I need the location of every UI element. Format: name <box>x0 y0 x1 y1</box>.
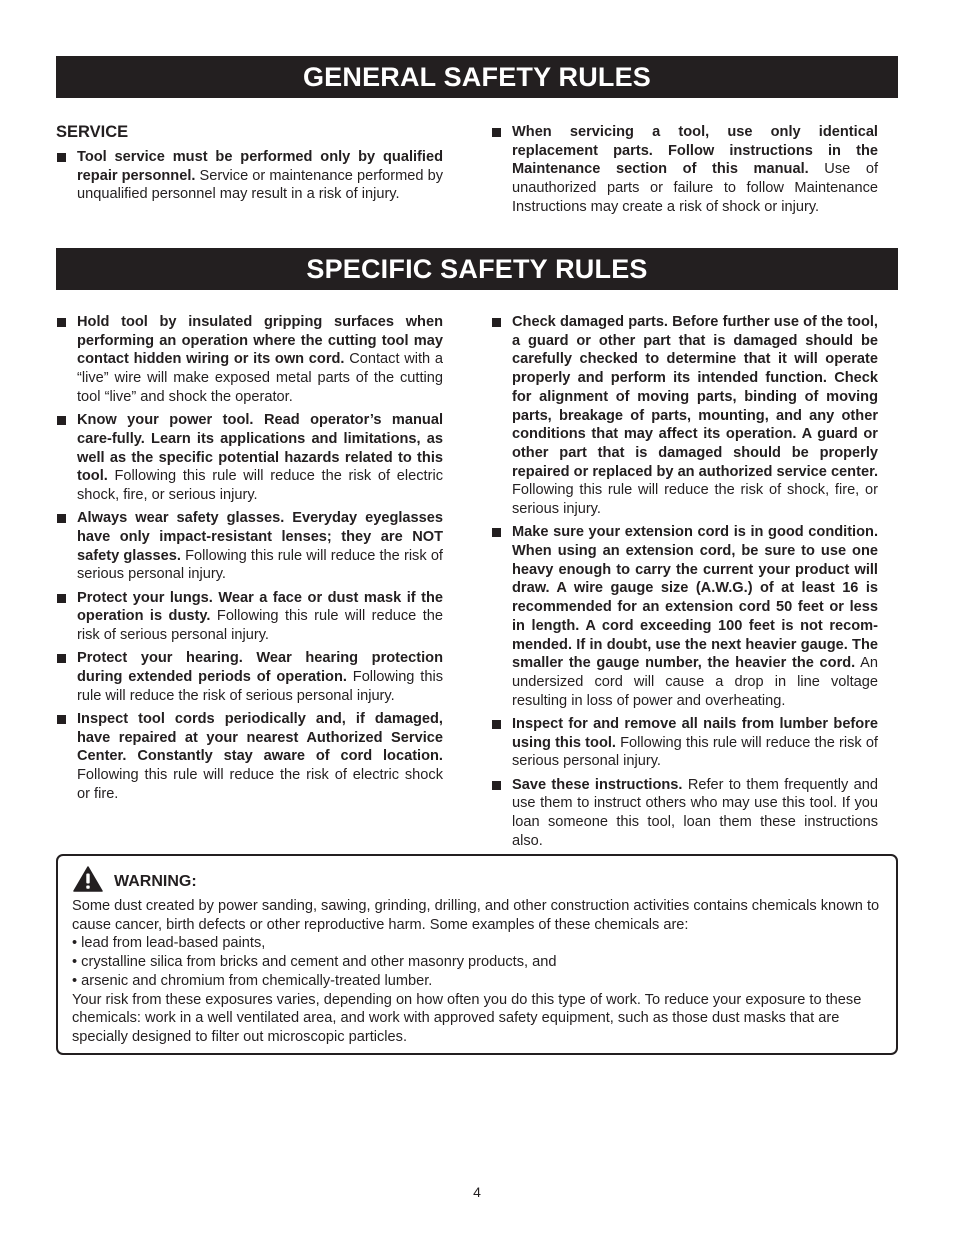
square-bullet-icon <box>57 416 66 425</box>
page-number: 4 <box>473 1184 481 1200</box>
service-heading: SERVICE <box>56 123 129 141</box>
service-list-continued <box>491 123 878 217</box>
service-list <box>56 148 443 204</box>
rule-text: Following this rule will reduce the risk of electric shock or fire. <box>77 767 443 802</box>
square-bullet-icon <box>57 594 66 603</box>
rule-text: Following this rule will reduce the risk of serious personal injury. <box>77 669 443 704</box>
list-item <box>56 710 443 804</box>
warning-bullet-item: • arsenic and chromium from chemically-treated lumber. <box>72 972 433 989</box>
rule-bold-text: Inspect tool cords periodically and, if damaged, have repaired at your nearest Authorized Service Center. Constantly stay aware of cord location. <box>77 711 443 765</box>
square-bullet-icon <box>57 153 66 162</box>
specific-safety-rules-banner: SPECIFIC SAFETY RULES <box>56 248 898 290</box>
square-bullet-icon <box>492 318 501 327</box>
square-bullet-icon <box>492 128 501 137</box>
warning-triangle-icon <box>73 866 103 892</box>
rule-bold-text: Always wear safety glasses. Everyday eyeglasses have only impact-resistant lenses; they are NOT safety glasses. <box>77 510 443 564</box>
square-bullet-icon <box>57 715 66 724</box>
list-item <box>491 715 878 771</box>
service-right-column <box>491 123 878 221</box>
rule-bold-text: Know your power tool. Read operator’s manual care-fully. Learn its applications and limitations, as well as the specific potential hazards related to this tool. <box>77 412 443 485</box>
warning-paragraph: Some dust created by power sanding, sawing, grinding, drilling, and other construction activities contains chemicals known to cause cancer, birth defects or other reproductive harm. Some examples of these chemicals are: <box>72 898 880 933</box>
rule-text: An undersized cord will cause a drop in line voltage resulting in loss of power and overheating. <box>512 655 878 709</box>
warning-body <box>72 897 888 1047</box>
specific-rules-right-list <box>491 313 878 850</box>
rule-bold-text: Hold tool by insulated gripping surfaces when performing an operation where the cutting tool may contact hidden wiring or its own cord. <box>77 314 443 368</box>
rule-bold-text: Protect your hearing. Wear hearing protection during extended periods of operation. <box>77 650 443 686</box>
rule-text: Following this rule will reduce the risk of serious personal injury. <box>512 734 878 770</box>
list-item <box>56 313 443 407</box>
specific-rules-left-column <box>56 313 443 808</box>
warning-bullet-item: • lead from lead-based paints, <box>72 935 266 952</box>
warning-box <box>56 854 898 1055</box>
rule-text: Use of unauthorized parts or failure to follow Maintenance Instructions may create a risk of shock or injury. <box>512 161 878 215</box>
square-bullet-icon <box>57 318 66 327</box>
rule-bold-text: Inspect for and remove all nails from lumber before using this tool. <box>512 715 878 751</box>
rule-bold-text: Tool service must be performed only by qualified repair personnel. <box>77 149 443 184</box>
rule-bold-text: When servicing a tool, use only identical replacement parts. Follow instructions in the Maintenance section of this manual. <box>512 124 878 178</box>
specific-rules-left-list <box>56 313 443 804</box>
list-item <box>56 589 443 645</box>
list-item <box>56 509 443 584</box>
list-item <box>56 148 443 204</box>
list-item <box>491 313 878 519</box>
rule-text: Following this rule will reduce the risk of shock, fire, or serious injury. <box>512 482 878 518</box>
square-bullet-icon <box>57 654 66 663</box>
list-item <box>491 776 878 851</box>
rule-bold-text: Protect your lungs. Wear a face or dust mask if the operation is dusty. <box>77 589 443 625</box>
rule-bold-text: Check damaged parts. Before further use of the tool, a guard or other part that is damaged should be carefully checked to determine that it will operate properly and perform its intended function. Check for alignment of moving parts, binding of moving parts, breakage of parts, mounting, and any other conditions that may affect its operation. A guard or other part that is damaged should be properly repaired or replaced by an authorized service center. <box>512 314 878 480</box>
rule-bold-text: Save these instructions. <box>512 776 683 793</box>
warning-title: WARNING: <box>114 873 197 890</box>
list-item <box>56 649 443 705</box>
specific-rules-right-column <box>491 313 878 855</box>
square-bullet-icon <box>492 781 501 790</box>
rule-bold-text: Make sure your extension cord is in good condition. When using an extension cord, be sure to use one heavy enough to carry the current your product will draw. A wire gauge size (A.W.G.) of at least 16 is recommended for an extension cord 50 feet or less in length. A cord exceeding 100 feet is not recom-mended. If in doubt, use the next heavier gauge. The smaller the gauge number, the heavier the cord. <box>512 524 878 672</box>
list-item <box>491 523 878 710</box>
rule-text: Service or maintenance performed by unqualified personnel may result in a risk of injury. <box>77 167 443 203</box>
warning-paragraph: Your risk from these exposures varies, depending on how often you do this type of work. To reduce your exposure to these chemicals: work in a well ventilated area, and work with approved safety equipment, such as those dust masks that are specially designed to filter out microscopic particles. <box>72 991 862 1045</box>
rule-text: Following this rule will reduce the risk of electric shock, fire, or serious injury. <box>77 468 443 503</box>
rule-text: Refer to them frequently and use them to instruct others who may use this tool. If you loan someone this tool, loan them these instructions also. <box>512 776 878 849</box>
general-safety-rules-banner: GENERAL SAFETY RULES <box>56 56 898 98</box>
rule-text: Contact with a “live” wire will make exposed metal parts of the cutting tool “live” and shock the operator. <box>77 351 443 405</box>
list-item <box>491 123 878 217</box>
square-bullet-icon <box>492 528 501 537</box>
warning-bullet-item: • crystalline silica from bricks and cement and other masonry products, and <box>72 954 557 971</box>
square-bullet-icon <box>57 514 66 523</box>
service-left-column <box>56 123 443 209</box>
rule-text: Following this rule will reduce the risk of serious personal injury. <box>77 608 443 644</box>
list-item <box>56 411 443 505</box>
rule-text: Following this rule will reduce the risk of serious personal injury. <box>77 547 443 583</box>
square-bullet-icon <box>492 720 501 729</box>
